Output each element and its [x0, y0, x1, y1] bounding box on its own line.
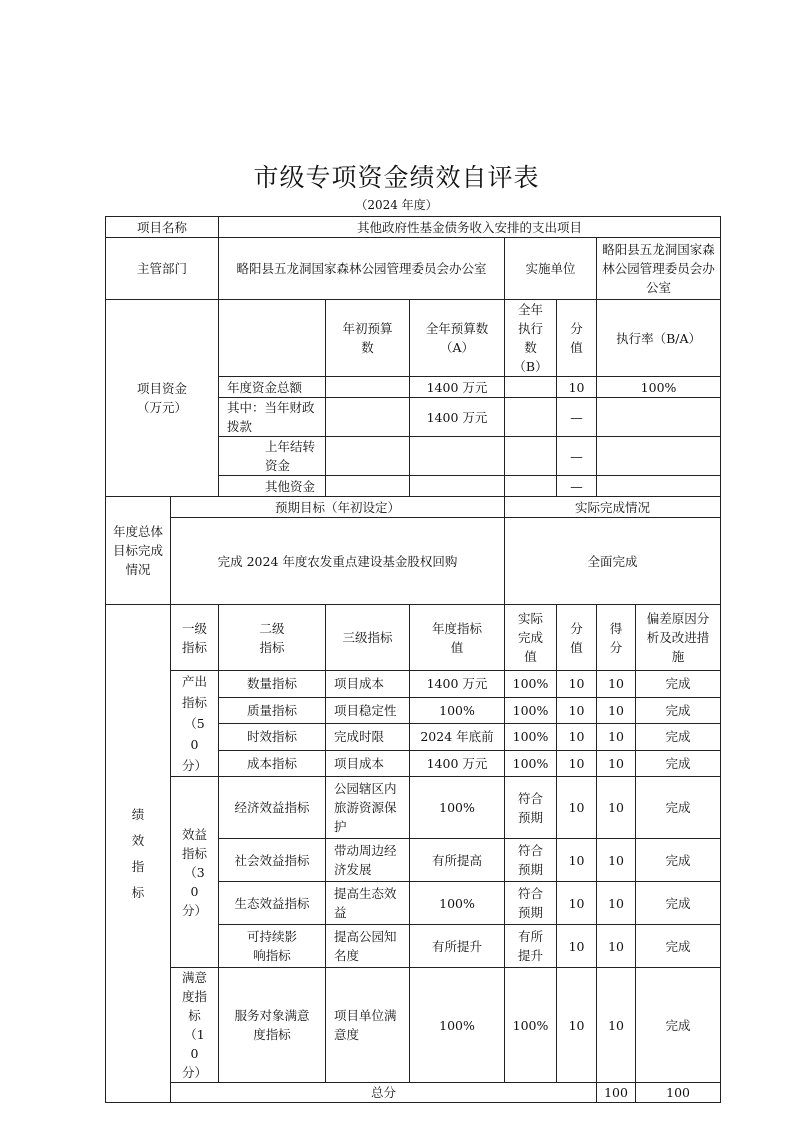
perf-header-l2 — [219, 605, 326, 671]
perf-value: 10 — [557, 724, 597, 751]
perf-header-actual — [505, 605, 557, 671]
perf-header-score — [597, 605, 636, 671]
page-title: 市级专项资金绩效自评表 — [253, 163, 540, 192]
funds-row-initial — [326, 398, 410, 437]
total-score: 100 — [636, 1083, 721, 1103]
funds-row-annual — [410, 476, 505, 497]
funds-row-rate — [597, 437, 721, 476]
perf-note: 完成 — [636, 750, 721, 777]
perf-value: 10 — [557, 777, 597, 839]
goals-actual-label: 实际完成情况 — [505, 497, 721, 518]
perf-row — [106, 671, 721, 698]
perf-actual — [505, 839, 557, 882]
goals-actual-value: 全面完成 — [505, 518, 721, 605]
project-name-value: 其他政府性基金债务收入安排的支出项目 — [219, 217, 721, 238]
perf-header-l3: 三级指标 — [326, 605, 410, 671]
perf-actual-text: 符合预期 — [518, 886, 544, 920]
perf-score: 10 — [597, 750, 636, 777]
perf-note: 完成 — [636, 882, 721, 925]
funds-row-score-value: — — [557, 476, 597, 497]
funds-row-annual: 1400 万元 — [410, 398, 505, 437]
perf-l3: 项目成本 — [326, 671, 410, 698]
impl-label: 实施单位 — [505, 238, 597, 300]
perf-l3: 项目成本 — [326, 750, 410, 777]
perf-l2-text: 服务对象满意度指标 — [234, 1008, 310, 1042]
perf-actual — [505, 882, 557, 925]
perf-l3: 公园辖区内旅游资源保护 — [326, 777, 410, 839]
perf-note: 完成 — [636, 697, 721, 724]
funds-row-annual: 1400 万元 — [410, 377, 505, 398]
perf-score: 10 — [597, 839, 636, 882]
perf-l2 — [219, 925, 326, 968]
funds-row-rate — [597, 476, 721, 497]
perf-header-target-text: 年度指标值 — [432, 620, 483, 655]
funds-row-name: 其他资金 — [219, 476, 326, 497]
perf-note: 完成 — [636, 839, 721, 882]
perf-target: 有所提高 — [410, 839, 505, 882]
perf-target: 100% — [410, 968, 505, 1083]
perf-l3: 带动周边经济发展 — [326, 839, 410, 882]
funds-row-score-value: — — [557, 398, 597, 437]
perf-value: 10 — [557, 968, 597, 1083]
total-row — [106, 1083, 721, 1103]
perf-value: 10 — [557, 671, 597, 698]
funds-row-initial — [326, 437, 410, 476]
perf-l2: 成本指标 — [219, 750, 326, 777]
perf-l2: 生态效益指标 — [219, 882, 326, 925]
benefit-label — [171, 777, 219, 968]
perf-l3: 项目单位满意度 — [326, 968, 410, 1083]
perf-l2: 时效指标 — [219, 724, 326, 751]
perf-value: 10 — [557, 839, 597, 882]
dept-value: 略阳县五龙洞国家森林公园管理委员会办公室 — [219, 238, 505, 300]
perf-target: 1400 万元 — [410, 750, 505, 777]
output-label-text: 产出指标（50 分） — [181, 674, 207, 773]
perf-l3: 完成时限 — [326, 724, 410, 751]
perf-header-score-text: 得分 — [609, 620, 623, 655]
funds-row-initial — [326, 476, 410, 497]
perf-value: 10 — [557, 697, 597, 724]
perf-actual — [505, 777, 557, 839]
perf-actual-text: 符合预期 — [518, 790, 544, 825]
perf-row — [106, 968, 721, 1083]
perf-l3: 项目稳定性 — [326, 697, 410, 724]
funds-row-name: 其中：当年财政拨款 — [219, 398, 326, 437]
funds-row-score-value: — — [557, 437, 597, 476]
perf-l2-text: 可持续影响指标 — [247, 929, 298, 963]
perf-header-note: 偏差原因分析及改进措施 — [636, 605, 721, 671]
perf-target: 100% — [410, 777, 505, 839]
perf-score: 10 — [597, 697, 636, 724]
goals-expected-value: 完成 2024 年度农发重点建设基金股权回购 — [171, 518, 505, 605]
perf-header-value — [557, 605, 597, 671]
satisfaction-label-text: 满意度指标（10 分） — [181, 970, 207, 1080]
perf-target: 100% — [410, 697, 505, 724]
perf-note: 完成 — [636, 671, 721, 698]
funds-row-executed — [505, 476, 557, 497]
perf-score: 10 — [597, 777, 636, 839]
funds-row-rate — [597, 398, 721, 437]
perf-score: 10 — [597, 671, 636, 698]
funds-label — [106, 300, 219, 497]
funds-header-annual: 全年预算数（A） — [410, 300, 505, 377]
funds-row-executed — [505, 377, 557, 398]
perf-note: 完成 — [636, 777, 721, 839]
benefit-label-text: 效益指标（30 分） — [181, 826, 207, 918]
perf-score: 10 — [597, 925, 636, 968]
funds-label-text: 项目资金（万元） — [136, 381, 187, 415]
perf-actual: 100% — [505, 724, 557, 751]
perf-l2: 社会效益指标 — [219, 839, 326, 882]
perf-score: 10 — [597, 724, 636, 751]
perf-target: 1400 万元 — [410, 671, 505, 698]
perf-label-text: 绩效指标 — [131, 806, 145, 900]
funds-row-score-value: 10 — [557, 377, 597, 398]
perf-l3: 提高公园知名度 — [326, 925, 410, 968]
perf-score: 10 — [597, 882, 636, 925]
perf-actual — [505, 925, 557, 968]
perf-l2 — [219, 968, 326, 1083]
total-label: 总分 — [171, 1083, 597, 1103]
perf-header-l1 — [171, 605, 219, 671]
year-label: （2024 年度） — [355, 198, 438, 212]
satisfaction-label — [171, 968, 219, 1083]
perf-l2: 质量指标 — [219, 697, 326, 724]
perf-target: 有所提升 — [410, 925, 505, 968]
funds-header-blank — [219, 300, 326, 377]
funds-row-annual — [410, 437, 505, 476]
project-name-label: 项目名称 — [106, 217, 219, 238]
perf-header-target — [410, 605, 505, 671]
perf-header-l2-text: 二级指标 — [259, 620, 285, 655]
funds-header-initial: 年初预算数 — [326, 300, 410, 377]
perf-actual: 100% — [505, 671, 557, 698]
funds-row-name: 年度资金总额 — [219, 377, 326, 398]
perf-header-actual-text: 实际完成值 — [518, 611, 544, 664]
impl-value: 略阳县五龙洞国家森林公园管理委员会办公室 — [597, 238, 721, 300]
perf-note: 完成 — [636, 925, 721, 968]
funds-row-name: 上年结转资金 — [219, 437, 326, 476]
perf-l3: 提高生态效益 — [326, 882, 410, 925]
funds-row-rate: 100% — [597, 377, 721, 398]
perf-value: 10 — [557, 925, 597, 968]
perf-label — [106, 605, 171, 1103]
goals-expected-label: 预期目标（年初设定） — [171, 497, 505, 518]
perf-value: 10 — [557, 750, 597, 777]
perf-actual: 100% — [505, 697, 557, 724]
perf-l2: 数量指标 — [219, 671, 326, 698]
perf-row — [106, 777, 721, 839]
evaluation-table — [105, 216, 721, 1103]
goals-label — [106, 497, 171, 605]
dept-label: 主管部门 — [106, 238, 219, 300]
perf-actual: 100% — [505, 750, 557, 777]
perf-header-value-text: 分值 — [570, 620, 583, 655]
perf-actual-text: 符合预期 — [518, 843, 544, 877]
funds-header-rate: 执行率（B/A） — [597, 300, 721, 377]
perf-target: 100% — [410, 882, 505, 925]
perf-l2: 经济效益指标 — [219, 777, 326, 839]
goals-label-text: 年度总体目标完成情况 — [112, 524, 163, 577]
funds-header-executed: 全年执行数（B） — [505, 300, 557, 377]
perf-value: 10 — [557, 882, 597, 925]
funds-row-executed — [505, 437, 557, 476]
perf-score: 10 — [597, 968, 636, 1083]
total-value: 100 — [597, 1083, 636, 1103]
output-label — [171, 671, 219, 777]
funds-row-initial — [326, 377, 410, 398]
perf-note: 完成 — [636, 968, 721, 1083]
perf-header-l1-text: 一级指标 — [181, 620, 207, 655]
perf-actual-text: 有所提升 — [518, 929, 544, 963]
perf-target: 2024 年底前 — [410, 724, 505, 751]
funds-header-score-value: 分值 — [557, 300, 597, 377]
perf-actual: 100% — [505, 968, 557, 1083]
funds-row-executed — [505, 398, 557, 437]
perf-note: 完成 — [636, 724, 721, 751]
